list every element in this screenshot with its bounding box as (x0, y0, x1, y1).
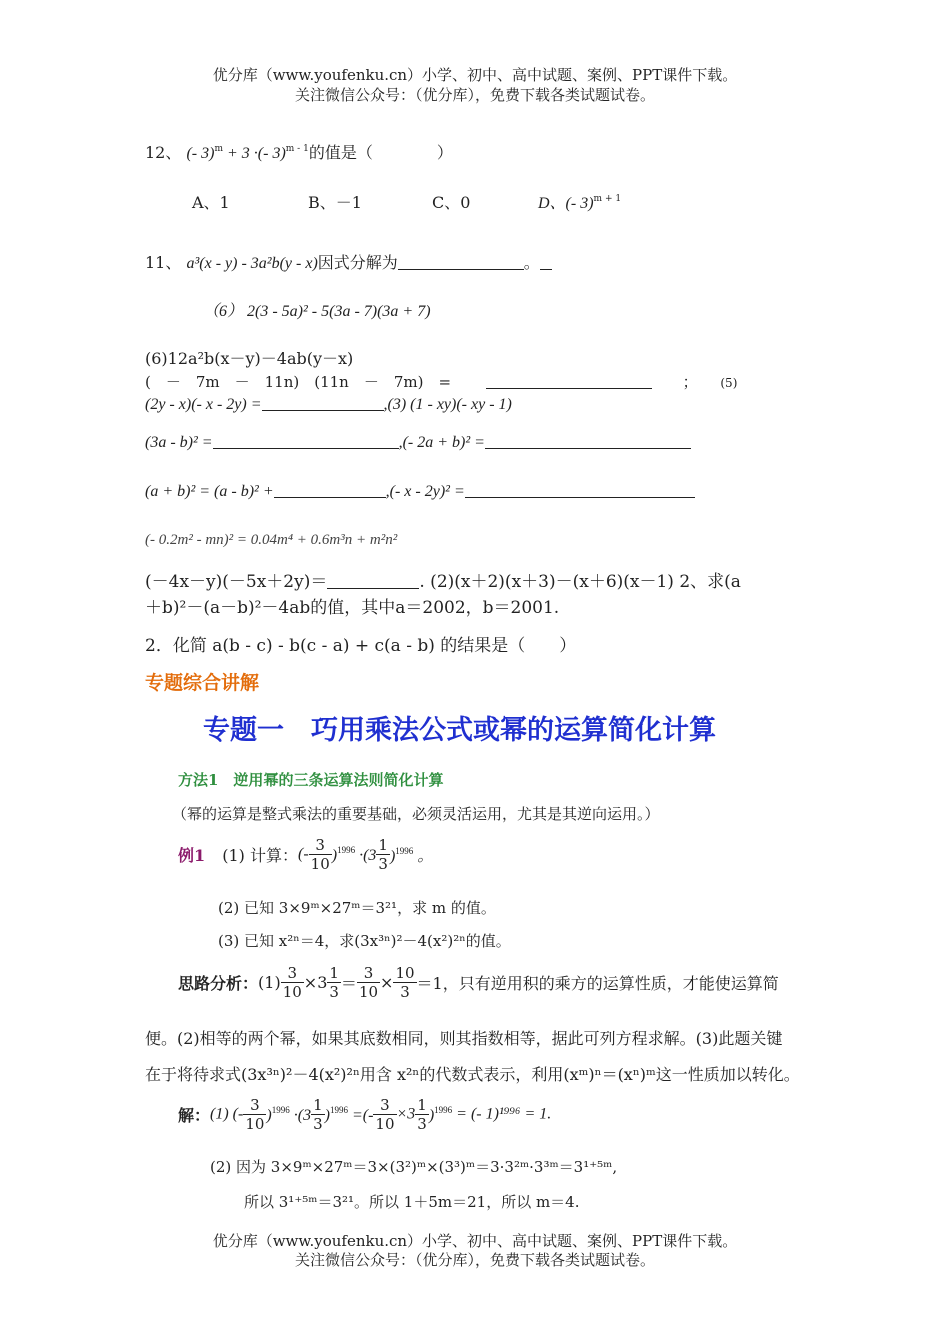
q11-answer-blank (398, 255, 524, 270)
question-12 (145, 140, 453, 163)
fill3-answer-blank-1 (213, 434, 399, 449)
example-part-2: (2) 已知 3×9ᵐ×27ᵐ＝3²¹，求 m 的值。 (218, 899, 496, 917)
q12-option-b: B、－1 (308, 193, 362, 212)
method-title: 方法1 逆用幂的三条运算法则简化计算 (178, 771, 444, 789)
q12-exp-2: m - 1 (285, 144, 309, 154)
fill6-answer-blank (327, 574, 419, 589)
analysis-label: 思路分析： (178, 974, 259, 993)
q12-tail: 的值是（ ） (308, 143, 453, 162)
fill-line-3 (145, 434, 691, 452)
fill-line-1 (145, 371, 737, 392)
fill-line-6 (145, 567, 741, 592)
q12-option-a: A、1 (192, 193, 230, 212)
fill1-semicolon: ； (682, 373, 698, 391)
q11-expr: a³(x - y) - 3a²b(y - x) (186, 255, 318, 272)
header-line-2: 关注微信公众号：（优分库），免费下载各类试题试卷。 (294, 86, 655, 104)
header-line-1: 优分库（www.youfenku.cn）小学、初中、高中试题、案例、PPT课件下载。 (212, 66, 738, 84)
q12-number: 12、 (145, 143, 182, 162)
q6-expression-b: (6)12a²b(x－y)－4ab(y－x) (145, 349, 354, 368)
q12-option-d (538, 190, 621, 213)
q11-number: 11、 (145, 253, 182, 272)
solution-s1-tail: = (- 1)¹⁹⁹⁶ = 1. (456, 1105, 552, 1123)
fill-line-4 (145, 483, 695, 501)
section-heading: 专题综合讲解 (145, 672, 260, 694)
analysis-part1-tail: ＝1，只有逆用积的乘方的运算性质，才能使运算简 (416, 974, 779, 993)
q12-option-d-text: D、(- 3) (538, 195, 594, 212)
fill2-mid: ,(3) (1 - xy)(- xy - 1) (383, 396, 512, 413)
q12-option-c: C、0 (432, 193, 471, 212)
fill4-left: (a + b)² = (a - b)² + (145, 483, 274, 500)
intro-text: （幂的运算是整式乘法的重要基础，必须灵活运用，尤其是其逆向运用。） (172, 805, 660, 823)
fill2-left: (2y - x)(- x - 2y) = (145, 396, 262, 413)
fill4-answer-blank-2 (465, 483, 695, 498)
fill1-answer-blank (486, 374, 652, 389)
fill6-line1a: (－4x－y)(－5x＋2y)＝ (145, 572, 328, 592)
fill6-line1b: . (2)(x＋2)(x＋3)－(x＋6)(x－1) 2、求(a (419, 572, 741, 592)
fill1-label-5: (5) (720, 376, 738, 390)
q11-end: 。 (523, 253, 540, 272)
solution-line-3: 所以 3¹⁺⁵ᵐ＝3²¹。所以 1＋5m＝21，所以 m＝4. (244, 1193, 580, 1211)
fill4-mid: ,(- x - 2y)² = (385, 483, 465, 500)
fill3-answer-blank-2 (485, 434, 691, 449)
solution-line-2: (2) 因为 3×9ᵐ×27ᵐ＝3×(3²)ᵐ×(3³)ᵐ＝3·3²ᵐ·3³ᵐ＝3¹⁺⁵ᵐ, (210, 1158, 618, 1176)
q11-tail: 因式分解为 (317, 253, 398, 272)
analysis-line-1: 思路分析：(1) $\frac{3}{10}$ ×3 $\frac{1}{3}$ ＝ $\frac{3}{10}$ × $\frac{10}{3}$ ＝1，只有逆用积的乘方的运算性质，才能使运算简 (178, 964, 779, 1001)
q12-expr-a: (- 3) (186, 145, 215, 162)
q11-answer-blank-tail (540, 255, 552, 270)
q12-option-d-exp: m + 1 (593, 194, 622, 204)
solution-label: 解： (178, 1106, 211, 1125)
footer-line-2: 关注微信公众号：（优分库），免费下载各类试题试卷。 (294, 1251, 655, 1269)
question-2: 2．化简 a(b - c) - b(c - a) + c(a - b) 的结果是（ ） (145, 636, 577, 656)
fill2-answer-blank (262, 396, 384, 411)
fill-line-5: (- 0.2m² - mn)² = 0.04m⁴ + 0.6m³n + m²n² (145, 532, 398, 548)
fill-line-6b: ＋b)²－(a－b)²－4ab的值，其中a＝2002，b＝2001. (145, 598, 560, 618)
q12-exp-1: m (214, 144, 223, 154)
question-11 (145, 250, 552, 273)
frac-3-10: $\frac{3}{10}$ (310, 836, 330, 873)
analysis-line-3: 在于将待求式(3x³ⁿ)²－4(x²)²ⁿ用含 x²ⁿ的代数式表示，利用(xᵐ)ⁿ＝(xⁿ)ᵐ这一性质加以转化。 (145, 1065, 800, 1084)
frac-1-3: $\frac{1}{3}$ (378, 836, 388, 873)
fill-line-2 (145, 396, 512, 414)
fill4-answer-blank-1 (274, 483, 386, 498)
q6-expression-a: （6） 2(3 - 5a)² - 5(3a - 7)(3a + 7) (203, 303, 431, 320)
solution-line-1: 解：(1) (- $\frac{3}{10}$ )$^{1996}$ ·(3 $\frac{1}{3}$ )$^{1996}$ =(- $\frac{3}{10}$ ×3 $\frac{1}{3}$ )$^{1996}$ = (- 1)¹⁹⁹⁶ = 1. (178, 1096, 552, 1133)
example-label: 例1 (178, 846, 206, 865)
example-p1-prefix: (1) 计算： (222, 846, 298, 865)
fill3-mid: ,(- 2a + b)² = (398, 434, 485, 451)
q12-expr-b: + 3 ·(- 3) (223, 145, 286, 162)
example-part-3: (3) 已知 x²ⁿ＝4，求(3x³ⁿ)²－4(x²)²ⁿ的值。 (218, 932, 511, 950)
footer-line-1: 优分库（www.youfenku.cn）小学、初中、高中试题、案例、PPT课件下载。 (212, 1232, 738, 1250)
example-1: 例1 (1) 计算：(- $\frac{3}{10}$ )$^{1996}$ ·(3 $\frac{1}{3}$ )$^{1996}$ 。 (178, 836, 434, 873)
topic-title: 专题一 巧用乘法公式或幂的运算简化计算 (203, 715, 716, 746)
fill1-text: ( － 7m － 11n) (11n － 7m) = (145, 373, 452, 391)
analysis-line-2: 便。(2)相等的两个幂，如果其底数相同，则其指数相等，据此可列方程求解。(3)此题关键 (145, 1029, 783, 1048)
fill3-left: (3a - b)² = (145, 434, 213, 451)
